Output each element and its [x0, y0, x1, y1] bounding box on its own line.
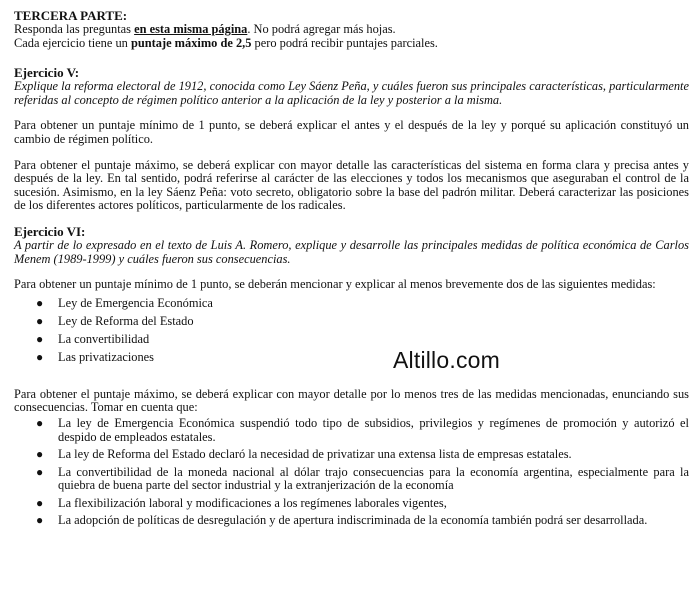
section-title: TERCERA PARTE: [14, 8, 128, 23]
bullet-icon: ● [36, 295, 44, 310]
list-item [14, 330, 689, 348]
exercise-5-max-criteria: Para obtener el puntaje máximo, se deberá explicar con mayor detalle las características del sistema en forma clara y precisa antes y después de la ley. En tal sentido, podrá referirse al carácter de las elecciones y todos los mecanismos que aseguraban el control de la sucesión. Asimismo, en la ley Sáenz Peña: voto secreto, obligatorio sobre la base del padrón militar. Deberá caracterizar las posiciones de los diferentes actores políticos, particularmente de los radicales. [14, 157, 689, 213]
instructions-emphasis: en esta misma página [134, 22, 248, 36]
exercise-6-max-criteria: Para obtener el puntaje máximo, se deberá explicar con mayor detalle por lo menos tres de las medidas mencionadas, enunciando sus consecuencias. Tomar en cuenta que: [14, 386, 689, 415]
list-item-text: Ley de Emergencia Económica [58, 295, 213, 310]
exercise-5-title: Ejercicio V: [14, 65, 80, 81]
exercise-6-title: Ejercicio VI: [14, 223, 86, 239]
exam-page [14, 9, 689, 532]
list-item [14, 417, 689, 444]
exercise-6-min-criteria: Para obtener un puntaje mínimo de 1 punto, se deberán mencionar y explicar al menos brevemente dos de las siguientes medidas: [14, 277, 656, 292]
instructions-text: Responda las preguntas [14, 22, 135, 36]
list-item [14, 348, 689, 366]
list-item [14, 466, 689, 493]
list-item-text: La ley de Emergencia Económica suspendió todo tipo de subsidios, privilegios y regímenes de promoción y autorizó el despido de empleados estatales. [58, 415, 689, 444]
bullet-icon: ● [36, 415, 44, 430]
list-item-text: Las privatizaciones [58, 349, 154, 364]
list-item-text: La adopción de políticas de desregulación y de apertura indiscriminada de la economía también podrá ser desarrollada. [58, 513, 648, 528]
instructions-text: . No podrá agregar más hojas. [247, 22, 396, 36]
bullet-icon: ● [36, 513, 44, 528]
list-item [14, 514, 689, 528]
instructions-text: pero podrá recibir puntajes parciales. [251, 35, 438, 50]
exercise-6-min-list [14, 294, 689, 366]
bullet-icon: ● [36, 464, 44, 479]
exercise-5-min-criteria: Para obtener un puntaje mínimo de 1 punto, se deberá explicar el antes y el después de la ley y porqué su aplicación constituyó un cambio de régimen político. [14, 118, 689, 146]
bullet-icon: ● [36, 447, 44, 462]
list-item [14, 312, 689, 330]
list-item-text: La convertibilidad de la moneda nacional al dólar trajo consecuencias para la economía argentina, especialmente para la quiebra de buena parte del sector industrial y la extranjerización de la economía [58, 464, 689, 493]
list-item [14, 497, 689, 511]
list-item-text: Ley de Reforma del Estado [58, 313, 194, 328]
exercise-5-prompt: Explique la reforma electoral de 1912, conocida como Ley Sáenz Peña, y cuáles fueron sus principales características, particularmente referidas al concepto de régimen político anterior a la aplicación de la ley y posterior a la misma. [14, 79, 689, 107]
bullet-icon: ● [36, 349, 44, 364]
list-item-text: La ley de Reforma del Estado declaró la necesidad de privatizar una extensa lista de empresas estatales. [58, 447, 572, 462]
instructions-line-2 [14, 37, 689, 51]
site-watermark: Altillo.com [393, 347, 501, 373]
bullet-icon: ● [36, 313, 44, 328]
list-item-text: La flexibilización laboral y modificaciones a los regímenes laborales vigentes, [58, 495, 447, 510]
exercise-6-max-list [14, 417, 689, 528]
exercise-6-prompt: A partir de lo expresado en el texto de Luis A. Romero, explique y desarrolle las principales medidas de política económica de Carlos Menem (1989-1999) y cuáles fueron sus consecuencias. [14, 237, 689, 266]
bullet-icon: ● [36, 331, 44, 346]
list-item-text: La convertibilidad [58, 331, 150, 346]
list-item [14, 294, 689, 312]
instructions-text: Cada ejercicio tiene un [14, 35, 131, 50]
instructions-line-1 [14, 23, 689, 37]
bullet-icon: ● [36, 495, 44, 510]
instructions-emphasis: puntaje máximo de 2,5 [130, 35, 252, 50]
list-item [14, 448, 689, 462]
